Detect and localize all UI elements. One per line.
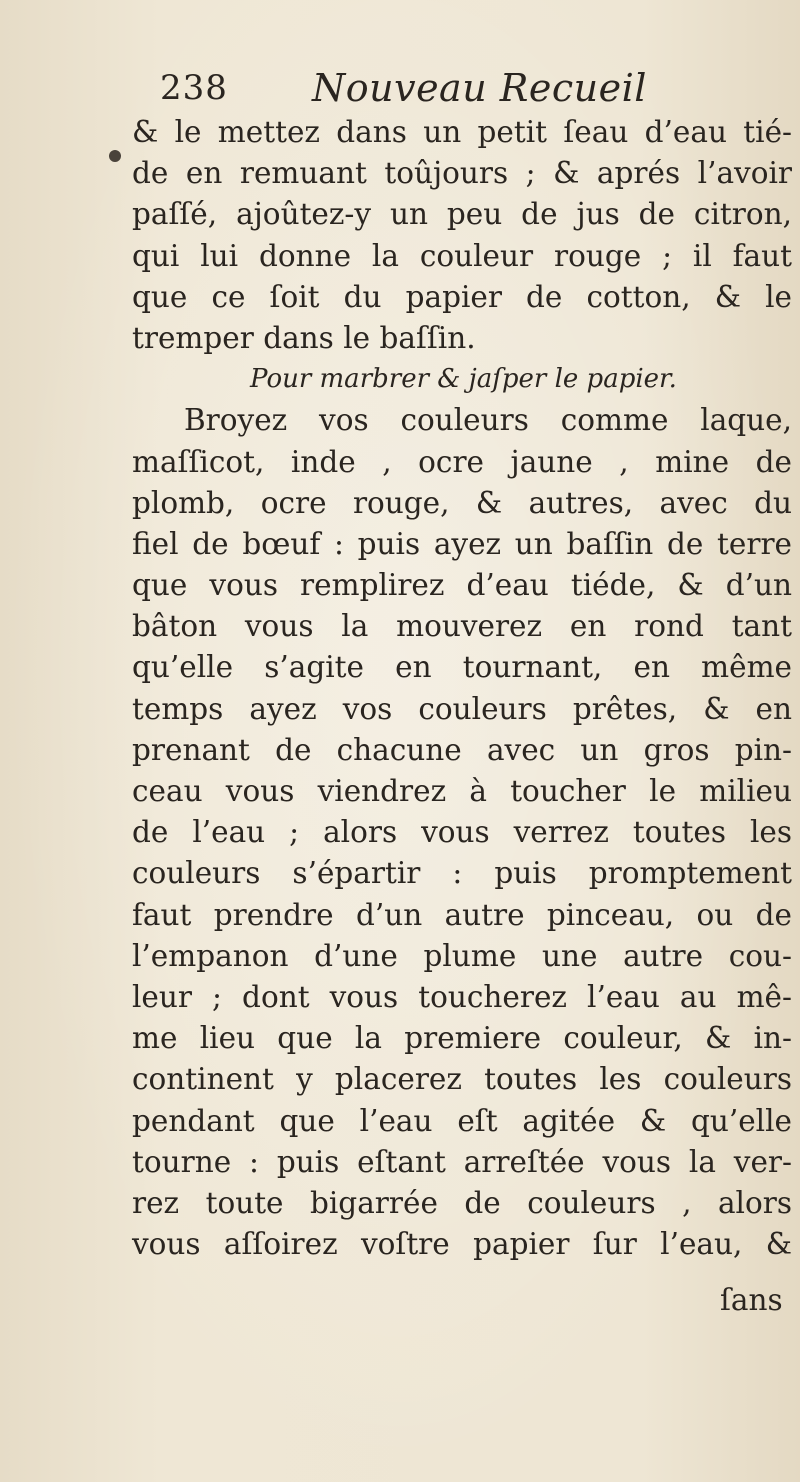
text-line: rez toute bigarrée de couleurs , alors bbox=[132, 1185, 792, 1220]
body-text bbox=[132, 112, 792, 1265]
page-number: 238 bbox=[160, 68, 228, 108]
text-line: paſſé, ajoûtez-y un peu de jus de citron, bbox=[132, 197, 792, 232]
text-line: tourne : puis eſtant arreſtée vous la ver- bbox=[132, 1144, 792, 1179]
text-line: fiel de bœuf : puis ayez un baſſin de terre bbox=[132, 526, 792, 561]
text-line: ceau vous viendrez à toucher le milieu bbox=[132, 774, 792, 808]
text-line: tremper dans le baſſin. bbox=[132, 320, 476, 355]
text-line: prenant de chacune avec un gros pin- bbox=[132, 732, 792, 767]
section-heading: Pour marbrer & jaſper le papier. bbox=[250, 364, 677, 395]
text-line: que vous remplirez d’eau tiéde, & d’un bbox=[132, 568, 792, 603]
text-line: qu’elle s’agite en tournant, en même bbox=[132, 650, 792, 685]
text-line: maſſicot, inde , ocre jaune , mine de bbox=[132, 444, 792, 479]
page-header bbox=[160, 62, 720, 114]
text-line: Broyez vos couleurs comme laque, bbox=[184, 403, 792, 438]
text-line: vous aſſoirez voſtre papier ſur l’eau, & bbox=[132, 1227, 792, 1262]
text-line: couleurs s’épartir : puis promptement bbox=[132, 856, 792, 891]
catchword: ſans bbox=[720, 1283, 783, 1317]
text-line: continent y placerez toutes les couleurs bbox=[132, 1062, 792, 1097]
text-line: bâton vous la mouverez en rond tant bbox=[132, 609, 792, 644]
ink-spot bbox=[109, 150, 121, 162]
text-line: leur ; dont vous toucherez l’eau au mê- bbox=[132, 979, 792, 1014]
text-line: qui lui donne la couleur rouge ; il faut bbox=[132, 238, 792, 273]
running-title: Nouveau Recueil bbox=[312, 66, 647, 110]
text-line: temps ayez vos couleurs prêtes, & en bbox=[132, 691, 792, 726]
text-line: l’empanon d’une plume une autre cou- bbox=[132, 938, 792, 973]
text-line: de l’eau ; alors vous verrez toutes les bbox=[132, 815, 792, 850]
text-line: que ce ſoit du papier de cotton, & le bbox=[132, 279, 792, 314]
text-line: plomb, ocre rouge, & autres, avec du bbox=[132, 485, 792, 520]
text-line: de en remuant toûjours ; & aprés l’avoir bbox=[132, 156, 792, 191]
text-line: me lieu que la premiere couleur, & in- bbox=[132, 1021, 792, 1056]
text-line: faut prendre d’un autre pinceau, ou de bbox=[132, 897, 792, 932]
text-line: & le mettez dans un petit ſeau d’eau tié- bbox=[132, 115, 792, 149]
text-line: pendant que l’eau eſt agitée & qu’elle bbox=[132, 1103, 792, 1138]
